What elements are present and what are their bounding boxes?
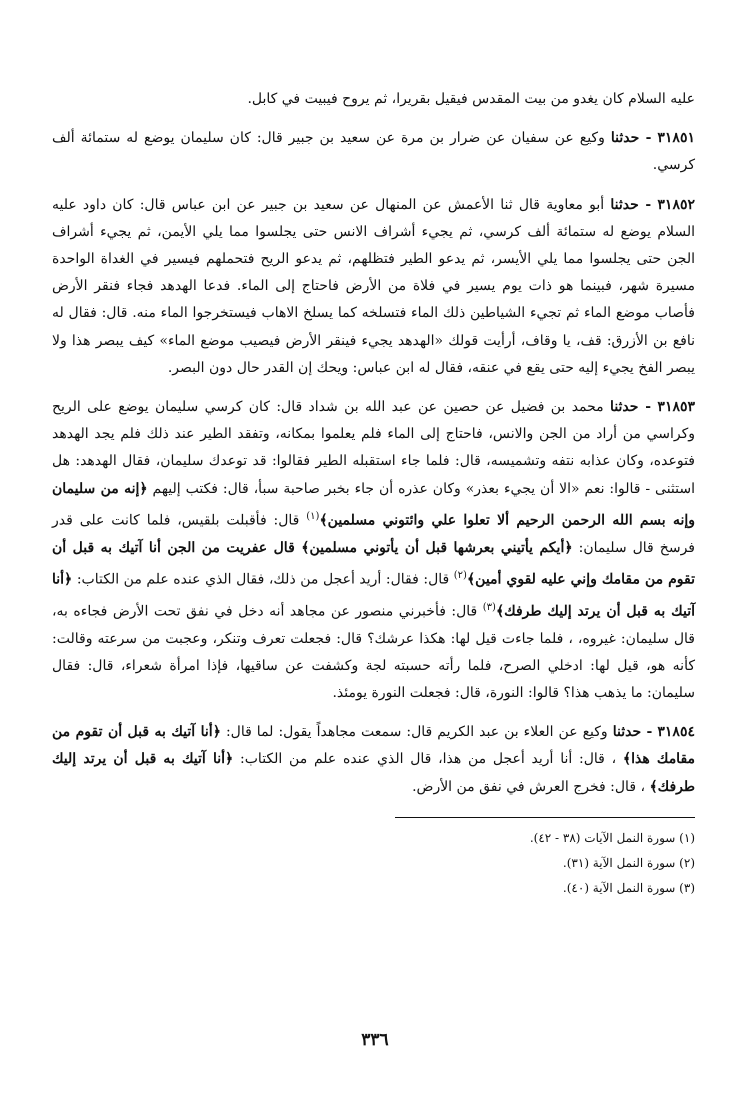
isnad-keyword: حدثنا: [610, 399, 639, 416]
footnote: (١) سورة النمل الآيات (٣٨ - ٤٢).: [529, 830, 695, 845]
entry-text: أبو معاوية قال ثنا الأعمش عن المنهال عن سعيد بن جبير عن ابن عباس قال: كان داود عليه السلام يوضع له ستمائة ألف كرسي، ثم يجيء أشراف الانس حتى يجلسوا مما يلي الأيمن، ثم يجيء أشراف الجن حتى يجلسوا مما يلي الأيسر، ثم يدعو الطير فتظلهم، ثم يدعو الريح فتحملهم فيسير في الغداة الواحدة مسيرة شهر، فبينما هو ذات يوم يسير في فلاة من الأرض فاحتاج إلى الماء. فدعا الهدهد فجاء فنقر الأرض فأصاب موضع الماء ثم تجيء الشياطين ذلك الماء فتسلخه كما يسلخ الاهاب فيستخرجوا الماء منه. قال: فقال له نافع بن الأزرق: قف، يا وقاف، أرأيت قولك «الهدهد يجيء فينقر الأرض فيصيب موضع الماء» كيف يبصر هذا ولا يبصر الفخ يجيء إليه حتى يقع في عنقه، فقال له ابن عباس: ويحك إن القدر حال دون البصر.: [52, 196, 695, 376]
quran-quote: ﴿أنا آتيك به قبل أن يرتد إليك طرفك﴾: [52, 571, 695, 620]
entry-text: ، قال: أنا أريد أعجل من هذا، قال الذي عنده علم من الكتاب:: [240, 751, 617, 768]
entry-31854: ٣١٨٥٤ - حدثنا وكيع عن العلاء بن عبد الكريم قال: سمعت مجاهداً يقول: لما قال: ﴿أنا آتيك به قبل أن تقوم من مقامك هذا﴾ ، قال: أنا أريد أعجل من هذا، قال الذي عنده علم من الكتاب: ﴿أنا آتيك به قبل أن يرتد إليك طرفك﴾ ، قال: فخرج العرش في نفق من الأرض.: [52, 724, 696, 795]
quran-quote: ﴿أيكم يأتيني بعرشها قبل أن يأتوني مسلمين﴾ قال عفريت من الجن أنا آتيك به قبل أن تقوم من مقامك وإني عليه لقوي أمين﴾: [52, 539, 695, 588]
footnote-divider: [395, 817, 695, 818]
entry-text: وكيع عن العلاء بن عبد الكريم قال: سمعت مجاهداً يقول: لما قال:: [225, 724, 608, 741]
footnote: (٣) سورة النمل الآية (٤٠).: [562, 880, 695, 895]
footnote-ref: (١): [306, 510, 320, 522]
entry-text: وكيع عن سفيان عن ضرار بن مرة عن سعيد بن جبير قال: كان سليمان يوضع له ستمائة ألف كرسي.: [52, 130, 695, 174]
footnotes: [52, 826, 695, 901]
entry-31852: ٣١٨٥٢ - حدثنا أبو معاوية قال ثنا الأعمش عن المنهال عن سعيد بن جبير عن ابن عباس قال: كان داود عليه السلام يوضع له ستمائة ألف كرسي، ثم يجيء أشراف الانس حتى يجلسوا مما يلي الأيمن، ثم يجيء أشراف الجن حتى يجلسوا مما يلي الأيسر، ثم يدعو الطير فتظلهم، ثم يدعو الريح فتحملهم فيسير في الغداة الواحدة مسيرة شهر، فبينما هو ذات يوم يسير في فلاة من الأرض فاحتاج إلى الماء. فدعا الهدهد فجاء فنقر الأرض فأصاب موضع الماء ثم تجيء الشياطين ذلك الماء فتسلخه كما يسلخ الاهاب فيستخرجوا الماء منه. قال: فقال له نافع بن الأزرق: قف، يا وقاف، أرأيت قولك «الهدهد يجيء فينقر الأرض فيصيب موضع الماء» كيف يبصر هذا ولا يبصر الفخ يجيء إليه حتى يقع في عنقه، فقال له ابن عباس: ويحك إن القدر حال دون البصر.: [52, 196, 696, 376]
entry-number: ٣١٨٥٣: [657, 399, 696, 416]
entry-text: قال: فأقبلت بلقيس، فلما كانت على قدر فرسخ قال سليمان:: [52, 512, 695, 556]
quran-quote: ﴿أنا آتيك به قبل أن تقوم من مقامك هذا﴾: [52, 724, 696, 768]
entry-text: ، قال: فخرج العرش في نفق من الأرض.: [412, 778, 645, 795]
footnote: (٢) سورة النمل الآية (٣١).: [562, 855, 695, 870]
footnote-ref: (٣): [482, 601, 496, 613]
entry-31851: ٣١٨٥١ - حدثنا وكيع عن سفيان عن ضرار بن مرة عن سعيد بن جبير قال: كان سليمان يوضع له ستمائة ألف كرسي.: [52, 130, 695, 174]
entry-text: قال: فقال: أريد أعجل من ذلك، فقال الذي عنده علم من الكتاب:: [76, 571, 450, 588]
entry-text: محمد بن فضيل عن حصين عن عبد الله بن شداد قال: كان كرسي سليمان يوضع على الريح وكراسي من أراد من الجن والانس، فاحتاج إلى الماء فلم يعلموا بمكانه، وتفقد الطير عند ذلك فلم يجد الهدهد فتوعده، وكان عذابه نتفه وتشميسه، قال: فلما جاء استقبله الطير فقالوا: قد توعدك سليمان، فقال الهدهد: هل استثنى - قالوا: نعم «الا أن يجيء بعذر» وكان عذره أن جاء بخبر صاحبة سبأ، قال: فكتب إليهم: [52, 399, 695, 497]
entry-number: ٣١٨٥٤: [657, 724, 695, 741]
continuation-text: عليه السلام كان يغدو من بيت المقدس فيقيل بقريرا، ثم يروح فيبيت في كابل.: [247, 91, 695, 107]
isnad-keyword: حدثنا: [610, 196, 639, 213]
entry-number: ٣١٨٥١: [657, 130, 695, 147]
footnote-ref: (٢): [453, 569, 467, 581]
quran-quote: ﴿إنه من سليمان وإنه بسم الله الرحمن الرحيم ألا تعلوا علي وائتوني مسلمين﴾: [52, 480, 695, 529]
entry-text: قال: فأخبرني منصور عن مجاهد أنه دخل في نفق تحت الأرض فجاءه به، قال سليمان: غيروه، ، فلما جاءت قيل لها: هكذا عرشك؟ قال: فجعلت تعرف وتنكر، وعجبت من سرعته وقالت: كأنه هو، قيل لها: ادخلي الصرح، فلما رأته حسبته لجة وكشفت عن ساقيها، فإذا امرأة شعراء، قال: فقال سليمان: ما يذهب هذا؟ قالوا: النورة، قال: فجعلت النورة يومئذ.: [52, 603, 695, 702]
entry-31853: ٣١٨٥٣ - حدثنا محمد بن فضيل عن حصين عن عبد الله بن شداد قال: كان كرسي سليمان يوضع على الريح وكراسي من أراد من الجن والانس، فاحتاج إلى الماء فلم يعلموا بمكانه، وتفقد الطير عند ذلك فلم يجد الهدهد فتوعده، وكان عذابه نتفه وتشميسه، قال: فلما جاء استقبله الطير فقالوا: قد توعدك سليمان، فقال الهدهد: هل استثنى - قالوا: نعم «الا أن يجيء بعذر» وكان عذره أن جاء بخبر صاحبة سبأ، قال: فكتب إليهم ﴿إنه من سليمان وإنه بسم الله الرحمن الرحيم ألا تعلوا علي وائتوني مسلمين﴾$^{(١)}$ قال: فأقبلت بلقيس، فلما كانت على قدر فرسخ قال سليمان: ﴿أيكم يأتيني بعرشها قبل أن يأتوني مسلمين﴾ قال عفريت من الجن أنا آتيك به قبل أن تقوم من مقامك وإني عليه لقوي أمين﴾$^{(٢)}$ قال: فقال: أريد أعجل من ذلك، فقال الذي عنده علم من الكتاب: ﴿أنا آتيك به قبل أن يرتد إليك طرفك﴾$^{(٣)}$ قال: فأخبرني منصور عن مجاهد أنه دخل في نفق تحت الأرض فجاءه به، قال سليمان: غيروه، ، فلما جاءت قيل لها: هكذا عرشك؟ قال: فجعلت تعرف وتنكر، وعجبت من سرعته وقالت: كأنه هو، قيل لها: ادخلي الصرح، فلما رأته حسبته لجة وكشفت عن ساقيها، فإذا امرأة شعراء، قال: فقال سليمان: ما يذهب هذا؟ قالوا: النورة، قال: فجعلت النورة يومئذ.: [52, 399, 696, 702]
entry-number: ٣١٨٥٢: [657, 196, 696, 213]
quran-quote: ﴿أنا آتيك به قبل أن يرتد إليك طرفك﴾: [52, 751, 695, 795]
isnad-keyword: حدثنا: [612, 724, 642, 741]
page-number: ٣٣٦: [361, 1030, 389, 1050]
isnad-keyword: حدثنا: [610, 130, 640, 147]
